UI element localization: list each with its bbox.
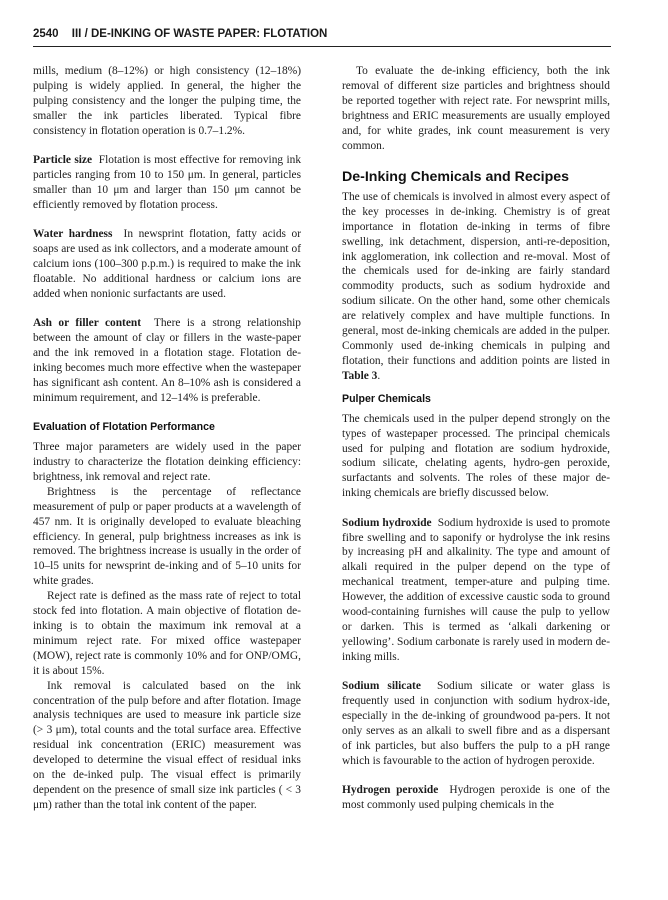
ash-content-paragraph (33, 316, 301, 405)
sodium-hydroxide-text: Sodium hydroxide is used to promote fibre swelling and to saponify or hydrolyse the ink resins by increasing pH and alkalinity. The type and amount of alkali required in the pulper depend on the type of mechanical treatment, temper-ature and pulping time. However, the addition of excessive caustic soda to ground wood-containing furnishes will cause the pulp to yellow or darken. This is termed as ‘alkali darkening or yellowing’. Sodium carbonate is rarely used in modern de-inking mills. (342, 516, 610, 663)
chemicals-text-end: . (377, 369, 381, 382)
hydrogen-peroxide-text: Hydrogen peroxide is one of the most commonly used pulping chemicals in the (342, 784, 610, 812)
evaluation-paragraph-3: Reject rate is defined as the mass rate of reject to total stock fed into flotation. A main objective of flotation de-inking is to obtain the maximum ink removal at a minimum reject rate. For mixed office wastepaper (MOW), reject rate is commonly 10% and for ONP/OMG, it is about 15%. (33, 590, 301, 677)
pulper-chemicals-heading: Pulper Chemicals (342, 392, 431, 405)
sodium-silicate-heading: Sodium silicate (342, 680, 421, 693)
particle-size-heading: Particle size (33, 154, 93, 167)
chemicals-text: The use of chemicals is involved in almost every aspect of the key processes in de-inking. Chemistry is of great importance in flotation de-inking in terms of fibre swelling, ink detachment, dispersion, anti-re-deposition, ink agglomeration, ink collection and re-moval. Most of the chemicals used for de-inking are fairly standard commodity products, such as sodium hydroxide and sodium silicate. On the other hand, some other chemicals are relatively complex and have multiple functions. In general, most de-inking chemicals are added in the pulper. Commonly used de-inking chemicals in pulping and flotation, their functions and addition points are listed in (342, 190, 610, 367)
left-column (33, 64, 301, 813)
evaluation-heading: Evaluation of Flotation Performance (33, 421, 215, 434)
sodium-silicate-paragraph (342, 679, 610, 768)
hydrogen-peroxide-heading: Hydrogen peroxide (342, 784, 439, 797)
sodium-hydroxide-heading: Sodium hydroxide (342, 516, 432, 529)
particle-size-text: Flotation is most effective for removing ink particles ranging from 10 to 150 μm. In general, particles smaller than 10 μm and larger than 150 μm cannot be efficiently removed by flotation process. (33, 154, 302, 211)
water-hardness-heading: Water hardness (33, 228, 113, 241)
chemicals-paragraph (342, 190, 610, 384)
intro-paragraph: mills, medium (8–12%) or high consistency (12–18%) pulping is widely applied. In general, the higher the pulping consistency and the longer the pulping time, the smaller the ink particles liberated. Typical fibre consistency in flotation operation is 0.7–1.2%. (33, 65, 301, 137)
running-title: III / DE-INKING OF WASTE PAPER: FLOTATION (71, 28, 328, 40)
running-header (33, 28, 633, 46)
evaluation-summary-paragraph: To evaluate the de-inking efficiency, both the ink removal of different size particles and brightness should be reported together with reject rate. For newsprint mills, brightness and ERIC measurements are usually employed and, for white grades, ink count measurement is very common. (342, 65, 610, 152)
ash-content-text: There is a strong relationship between the amount of clay or fillers in the waste-paper and the ink removed in a flotation stage. Flotation de-inking becomes much more effective when the wastepaper has significant ash content. An 8–10% ash is considered a minimum requirement, and 12–14% is preferable. (33, 317, 301, 404)
hydrogen-peroxide-paragraph (342, 783, 610, 813)
evaluation-paragraph-1: Three major parameters are widely used in the paper industry to characterize the flotation deinking efficiency: brightness, ink removal and reject rate. (33, 441, 301, 483)
chemicals-heading: De-Inking Chemicals and Recipes (342, 168, 570, 185)
sodium-hydroxide-paragraph (342, 516, 610, 665)
sodium-silicate-text: Sodium silicate or water glass is frequently used in conjunction with sodium hydrox-ide, especially in the de-inking of groundwood pa-pers. It not only serves as an alkali to swell fibre and as a dispersant of ink particles, but also buffers the pulp to a pH range which is favourable to the action of hydrogen peroxide. (342, 680, 610, 767)
page-number: 2540 (33, 28, 59, 40)
right-column (342, 64, 610, 813)
water-hardness-text: In newsprint flotation, fatty acids or soaps are used as ink collectors, and a moderate amount of calcium ions (100–300 p.p.m.) is required to make the ink floatable. No additional hardness or calcium ions are added when nonionic surfactants are used. (33, 228, 301, 300)
water-hardness-paragraph (33, 227, 301, 302)
particle-size-paragraph (33, 153, 301, 213)
pulper-chemicals-paragraph: The chemicals used in the pulper depend strongly on the types of wastepaper processed. The principal chemicals used for pulping and flotation are sodium hydroxide, sodium silicate, chelating agents, hydro-gen peroxide, surfactants and solvents. The roles of these major de-inking chemicals are briefly discussed below. (342, 412, 610, 500)
evaluation-paragraph-4: Ink removal is calculated based on the ink concentration of the pulp before and after flotation. Image analysis techniques are used to measure ink particle size (> 3 μm), total counts and the total surface area. Effective residual ink concentration (ERIC) measurement was developed to determine the visual effect of residual inks on the de-inked pulp. The visual effect is primarily dependent on the presence of small size ink particles ( < 3 μm) rather than the total ink content of the paper. (33, 679, 301, 811)
evaluation-paragraph-2: Brightness is the percentage of reflectance measurement of pulp or paper products at a wavelength of 457 nm. It is originally developed to evaluate bleaching efficiency. In general, pulp brightness increases as ink is removed. The brightness increase is usually in the order of 10–l5 units for newsprint de-inking and of 5–10 units for white grades. (33, 485, 301, 588)
table-reference: Table 3 (342, 369, 378, 382)
ash-content-heading: Ash or filler content (33, 317, 142, 330)
header-rule (33, 46, 611, 47)
